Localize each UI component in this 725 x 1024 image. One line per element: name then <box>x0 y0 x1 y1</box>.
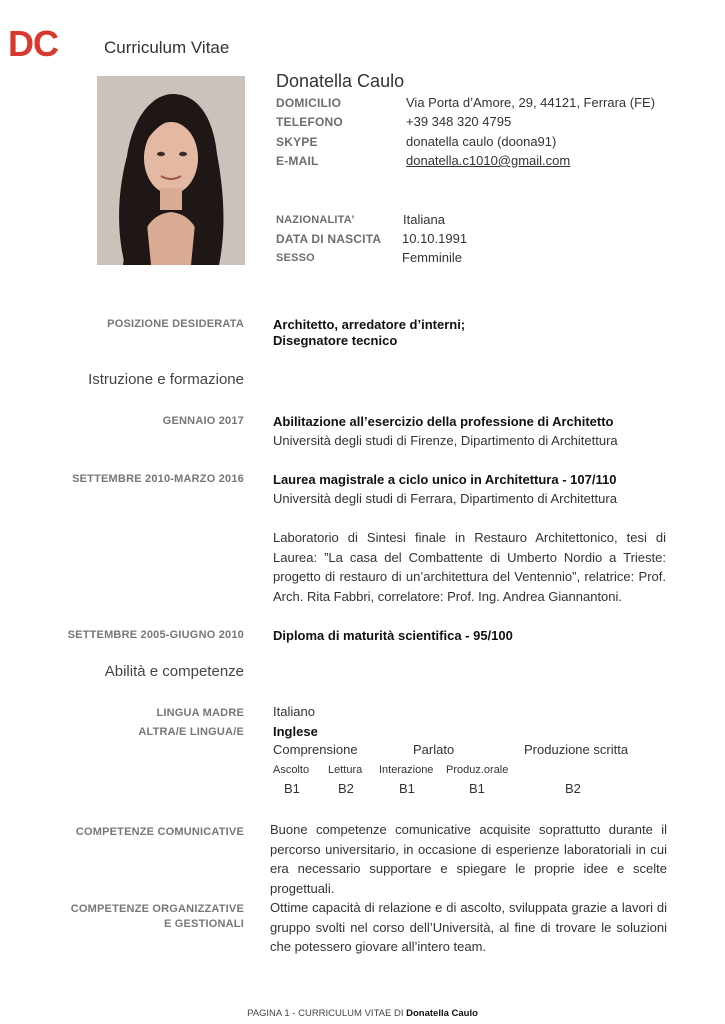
interaction-subheader: Interazione <box>379 764 434 776</box>
birthdate-value: 10.10.1991 <box>402 231 468 246</box>
oral-production-subheader: Produz.orale <box>446 764 509 776</box>
position-label: POSIZIONE DESIDERATA <box>107 318 244 330</box>
footer-prefix: PAGINA 1 - CURRICULUM VITAE DI <box>247 1008 404 1019</box>
sex-label: SESSO <box>276 252 315 264</box>
mother-tongue-value: Italiano <box>273 704 315 719</box>
listening-subheader: Ascolto <box>273 764 310 776</box>
education-institution-1: Università degli studi di Firenze, Dipartimento di Architettura <box>273 433 618 448</box>
address-label: DOMICILIO <box>276 96 342 110</box>
writing-header: Produzione scritta <box>524 742 629 757</box>
communicative-skills-text: Buone competenze comunicative acquisite soprattutto durante il percorso universitario, in occasione di esperienze laboratoriali in cui era necessario supportare e spiegare le proprie idee e scelte progettuali. <box>270 822 667 896</box>
nationality-value: Italiana <box>403 212 445 227</box>
education-institution-2: Università degli studi di Ferrara, Dipartimento di Architettura <box>273 491 617 506</box>
person-name: Donatella Caulo <box>276 71 405 91</box>
other-languages-label: ALTRA/E LINGUA/E <box>138 726 244 738</box>
education-heading-2: Laurea magistrale a ciclo unico in Architettura - 107/110 <box>273 472 617 487</box>
organizational-skills-label-2: E GESTIONALI <box>163 918 244 930</box>
oral-production-level: B1 <box>469 781 485 796</box>
organizational-skills-text: Ottime capacità di relazione e di ascolto, sviluppata grazie a lavori di gruppo svolti nel corso dell’Università, al fine di trovare le soluzioni che potessero giovare all’intero team. <box>270 900 667 954</box>
thesis-description: Laboratorio di Sintesi finale in Restauro Architettonico, tesi di Laurea: ”La casa del Combattente di Umberto Nordio a Trieste: progetto di restauro di un’architettura del Ventennio”, relatrice: Prof. Arch. Rita Fabbri, correlatore: Prof. Ing. Andrea Giannantoni. <box>273 530 666 604</box>
education-heading-3: Diploma di maturità scientifica - 95/100 <box>273 628 513 643</box>
phone-value: +39 348 320 4795 <box>406 114 512 129</box>
mother-tongue-label: LINGUA MADRE <box>156 707 244 719</box>
document-title: Curriculum Vitae <box>104 38 230 57</box>
profile-photo <box>97 76 245 265</box>
other-language-value: Inglese <box>273 724 318 739</box>
education-date-1: GENNAIO 2017 <box>162 415 244 427</box>
education-heading-1: Abilitazione all’esercizio della professione di Architetto <box>273 414 614 429</box>
page-footer <box>0 1008 725 1019</box>
position-line-2: Disegnatore tecnico <box>273 333 398 348</box>
comprehension-header: Comprensione <box>273 742 358 757</box>
position-line-1: Architetto, arredatore d’interni; <box>273 317 466 332</box>
sex-value: Femminile <box>402 250 462 265</box>
speaking-header: Parlato <box>413 742 455 757</box>
phone-label: TELEFONO <box>276 115 343 129</box>
nationality-label: NAZIONALITA’ <box>276 214 355 226</box>
reading-subheader: Lettura <box>328 764 363 776</box>
education-date-2: SETTEMBRE 2010-MARZO 2016 <box>72 473 244 485</box>
interaction-level: B1 <box>399 781 415 796</box>
skype-value: donatella caulo (doona91) <box>406 134 557 149</box>
education-section-title: Istruzione e formazione <box>88 371 244 388</box>
address-value: Via Porta d’Amore, 29, 44121, Ferrara (FE) <box>406 95 656 110</box>
birthdate-label: DATA DI NASCITA <box>276 232 382 246</box>
email-link[interactable]: donatella.c1010@gmail.com <box>406 153 571 168</box>
skills-section-title: Abilità e competenze <box>104 663 244 680</box>
email-label: E-MAIL <box>276 154 319 168</box>
organizational-skills-label-1: COMPETENZE ORGANIZZATIVE <box>70 903 244 915</box>
skype-label: SKYPE <box>276 135 318 149</box>
logo-monogram: DC <box>8 23 58 64</box>
reading-level: B2 <box>338 781 354 796</box>
footer-name: Donatella Caulo <box>406 1008 478 1019</box>
listening-level: B1 <box>284 781 300 796</box>
education-date-3: SETTEMBRE 2005-GIUGNO 2010 <box>67 629 244 641</box>
writing-level: B2 <box>565 781 581 796</box>
communicative-skills-label: COMPETENZE COMUNICATIVE <box>75 826 244 838</box>
